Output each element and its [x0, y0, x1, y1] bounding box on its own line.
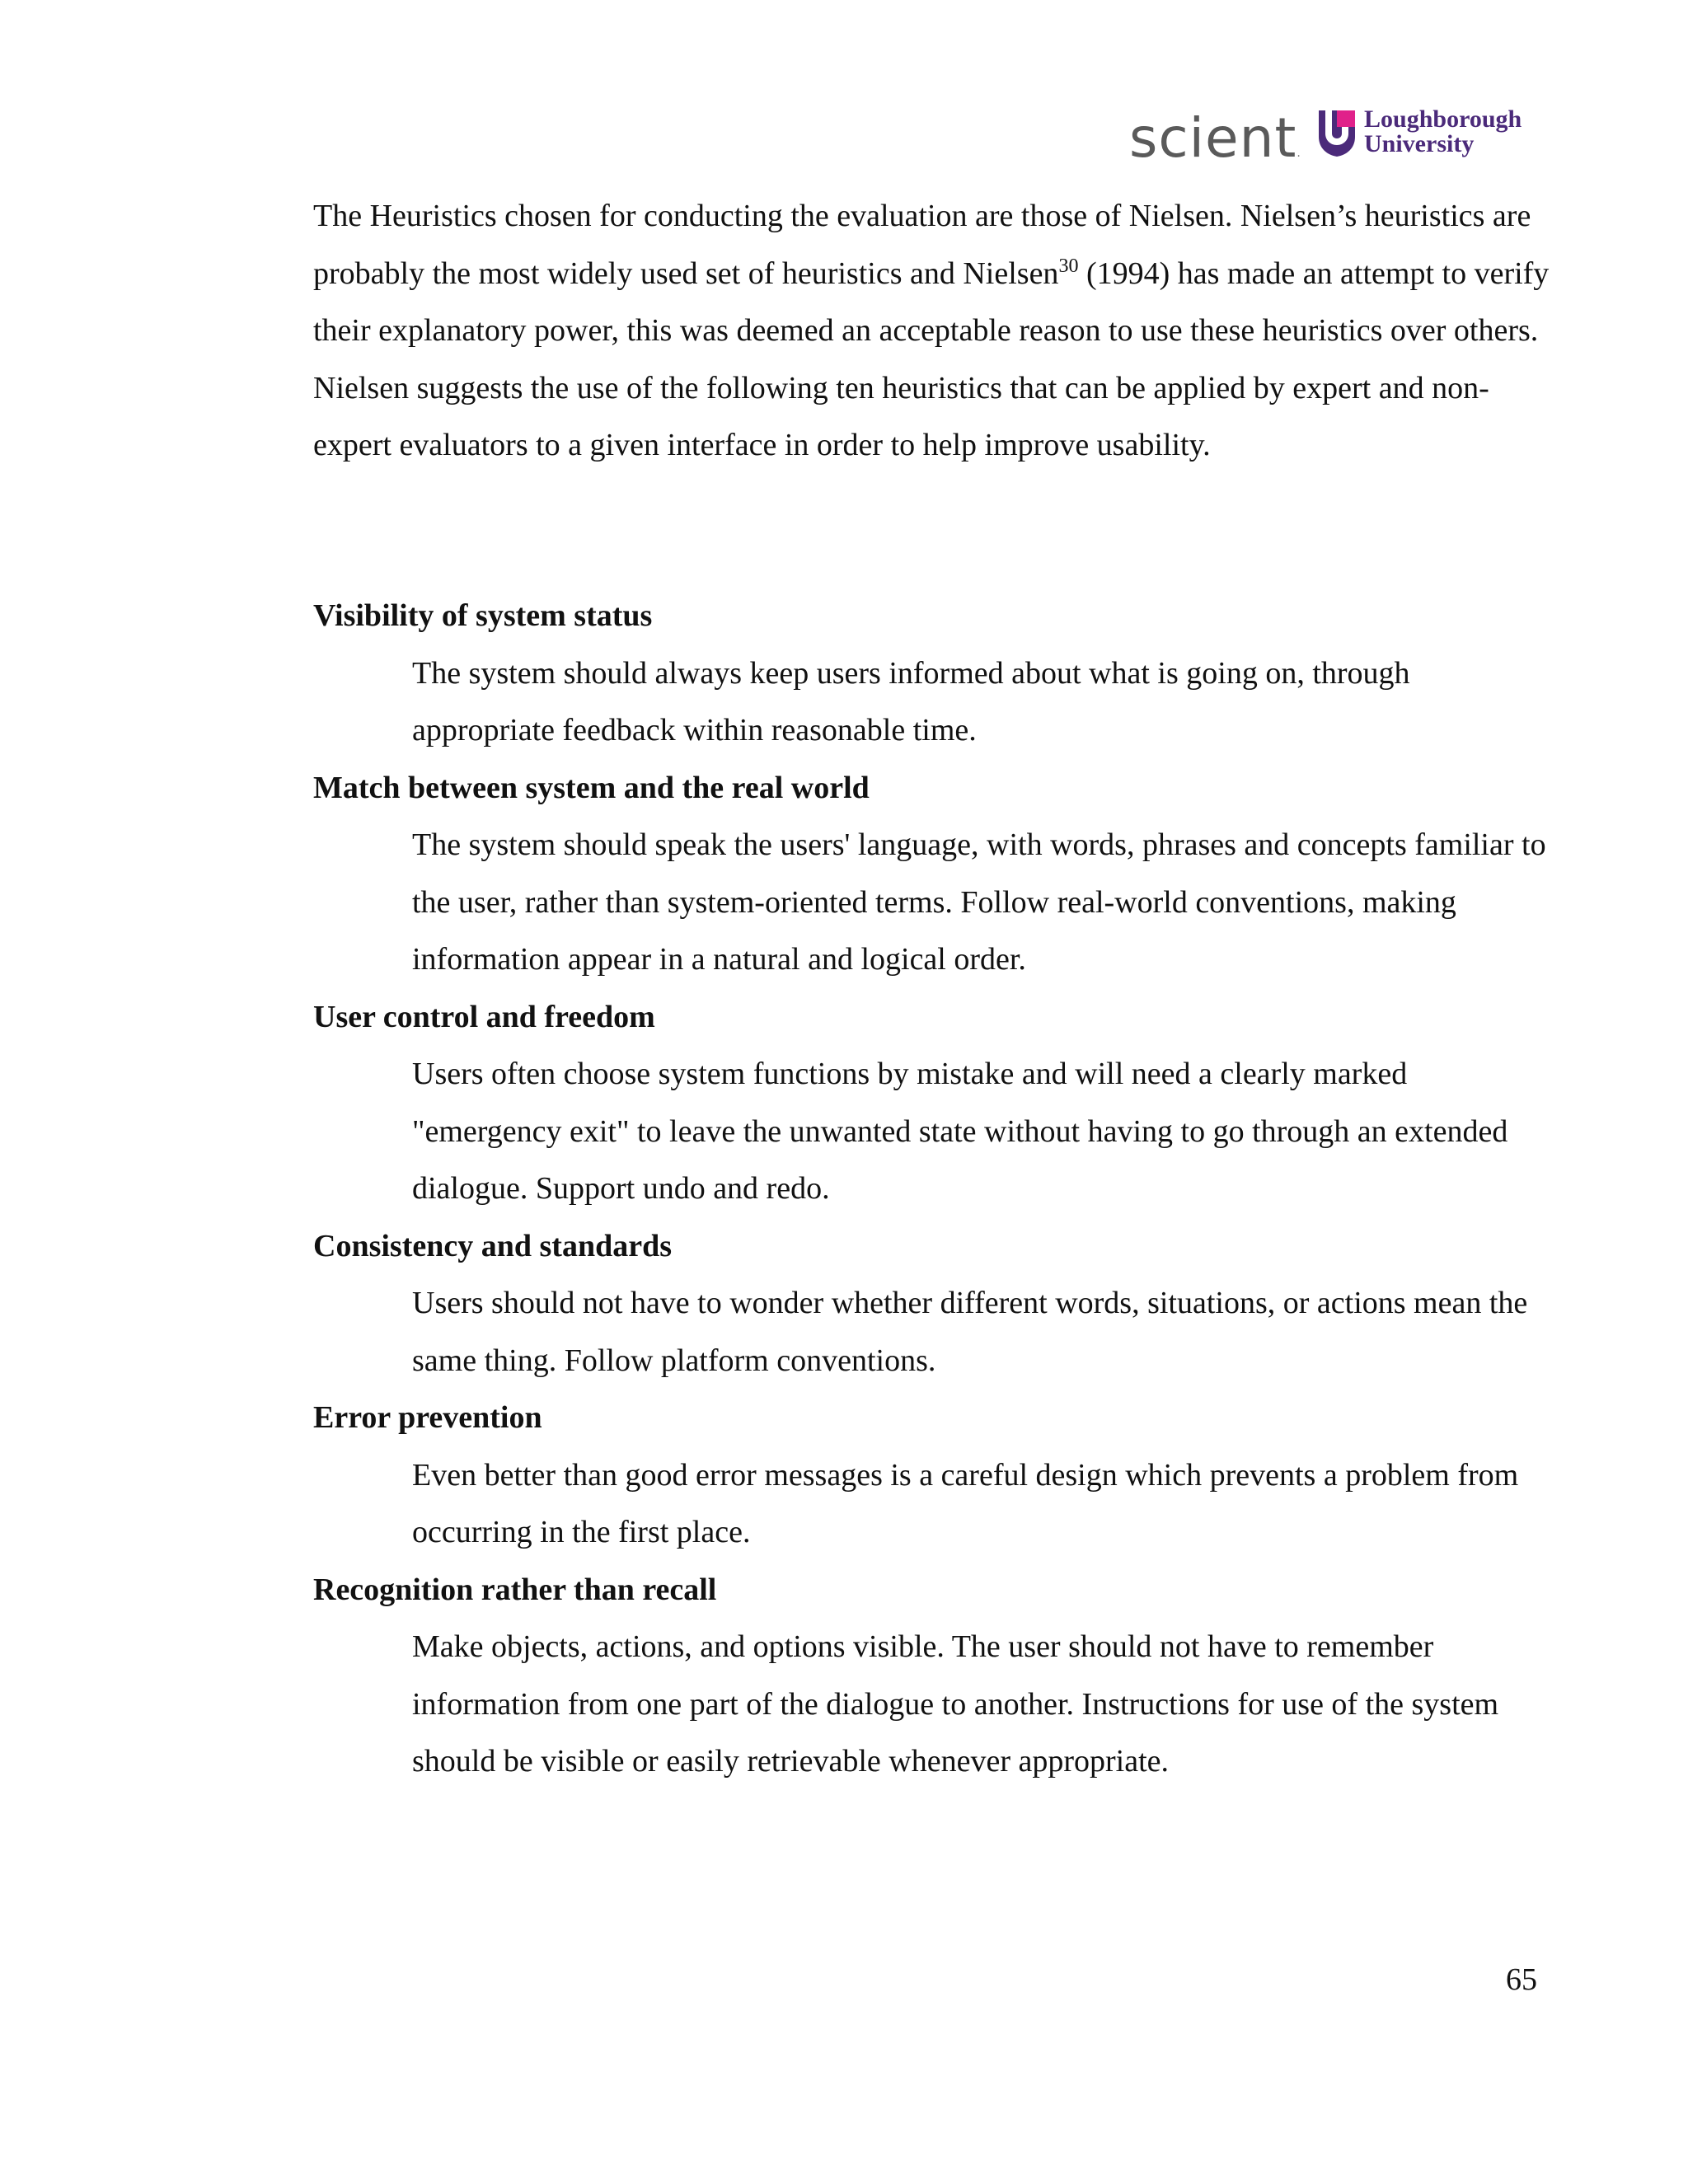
heuristic-description: The system should speak the users' language, with words, phrases and concepts familiar to the user, rather than system-oriented terms. Follow real-world conventions, making information appear in a natural and logical order.	[412, 827, 1546, 977]
heuristic-title: Visibility of system status	[313, 598, 653, 633]
heuristic-item	[313, 1218, 1550, 1390]
heuristic-description: Users should not have to wonder whether different words, situations, or actions mean the same thing. Follow platform conventions.	[412, 1286, 1528, 1378]
intro-paragraph	[313, 188, 1550, 475]
heuristic-title: Match between system and the real world	[313, 770, 870, 805]
heuristics-list	[313, 588, 1550, 1791]
heuristic-description: The system should always keep users informed about what is going on, through appropriate feedback within reasonable time.	[412, 655, 1410, 748]
scient-logo-mark: .	[1296, 147, 1301, 160]
loughborough-crest-icon	[1317, 109, 1357, 158]
university-name-line1: Loughborough	[1364, 105, 1522, 133]
scient-logo	[1129, 105, 1301, 186]
heuristic-item	[313, 989, 1550, 1218]
heuristic-title: Consistency and standards	[313, 1228, 672, 1263]
heuristic-item	[313, 1562, 1550, 1791]
intro-text-part2: (1994) has made an attempt to verify their explanatory power, this was deemed an acceptable reason to use these heuristics over others. Nielsen suggests the use of the following ten heuristics that can be applied by expert and non-expert evaluators to a given interface in order to help improve usability.	[313, 255, 1550, 462]
scient-logo-text: scient	[1129, 106, 1297, 170]
heuristic-title: Error prevention	[313, 1400, 542, 1435]
header-logos	[1129, 105, 1541, 171]
heuristic-item	[313, 1390, 1550, 1562]
heuristic-title: Recognition rather than recall	[313, 1572, 717, 1607]
university-name	[1364, 107, 1522, 157]
footnote-reference: 30	[1058, 255, 1079, 277]
heuristic-item	[313, 588, 1550, 760]
heuristic-description: Even better than good error messages is a careful design which prevents a problem from occurring in the first place.	[412, 1457, 1519, 1549]
university-name-line2: University	[1364, 130, 1475, 157]
intro-text-part1: The Heuristics chosen for conducting the evaluation are those of Nielsen. Nielsen’s heuristics are probably the most widely used set of heuristics and Nielsen	[313, 199, 1531, 291]
heuristic-description: Users often choose system functions by mistake and will need a clearly marked "emergency exit" to leave the unwanted state without having to go through an extended dialogue. Support undo and redo.	[412, 1057, 1508, 1206]
heuristic-item	[313, 760, 1550, 989]
heuristic-description: Make objects, actions, and options visible. The user should not have to remember information from one part of the dialogue to another. Instructions for use of the system should be visible or easily retrievable whenever appropriate.	[412, 1629, 1499, 1779]
page-number: 65	[1506, 1962, 1537, 1997]
heuristic-title: User control and freedom	[313, 999, 655, 1034]
